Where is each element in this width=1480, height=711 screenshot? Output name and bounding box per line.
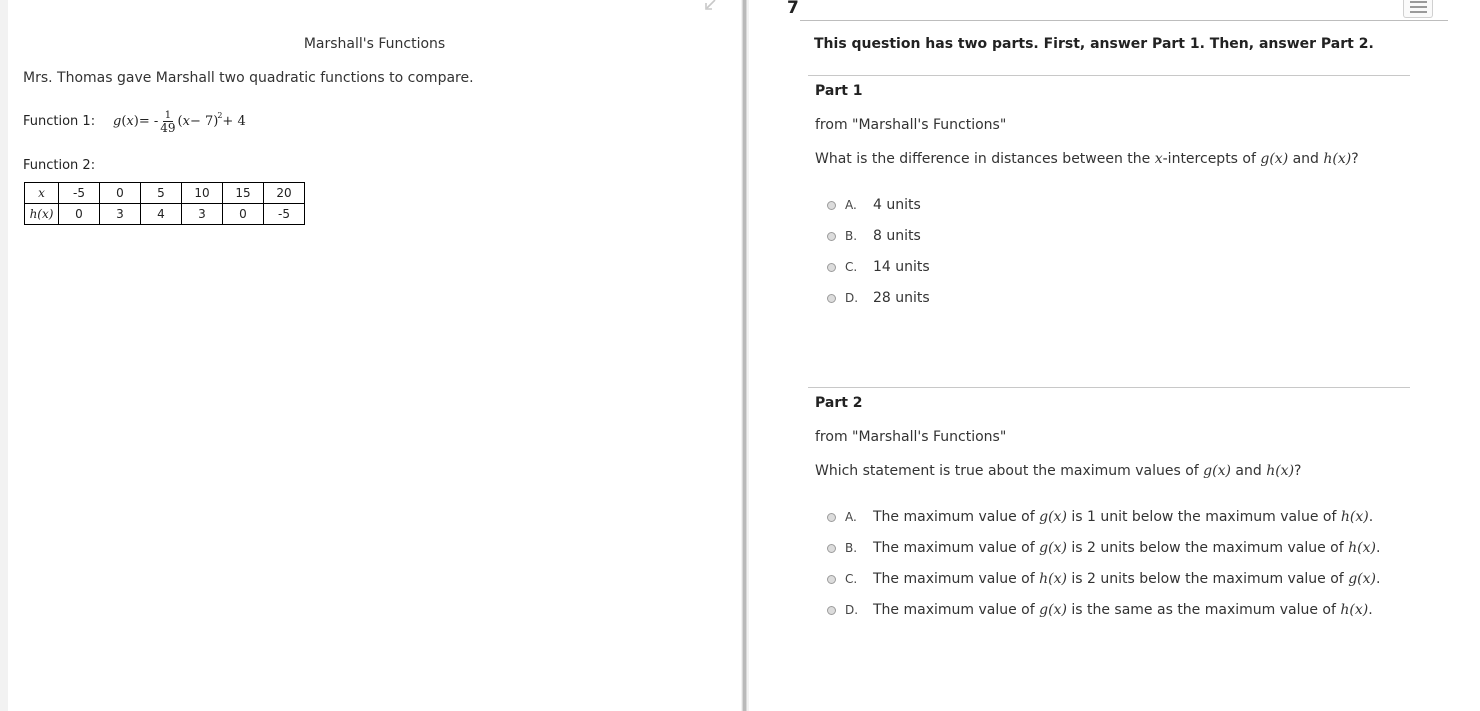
stem-text: ?	[1351, 151, 1359, 167]
radio-button-icon[interactable]	[827, 575, 836, 584]
option-text-part: The maximum value of	[873, 602, 1040, 618]
radio-button-icon[interactable]	[827, 294, 836, 303]
option-letter: A.	[845, 198, 857, 212]
part-2-source: from "Marshall's Functions"	[815, 429, 1007, 445]
option-func: h(x)	[1348, 540, 1376, 556]
stem-text: -intercepts of	[1162, 151, 1261, 167]
fn-equals: = -	[138, 113, 159, 129]
part-1-option-d[interactable]	[827, 289, 930, 307]
table-header-x: x	[25, 183, 59, 204]
stem-text: ?	[1294, 463, 1302, 479]
fraction	[160, 110, 175, 134]
option-text: 4 units	[873, 197, 921, 213]
option-letter: B.	[845, 541, 858, 555]
function-2-label: Function 2:	[23, 158, 96, 173]
stem-text: and	[1230, 463, 1267, 479]
table-cell: 0	[100, 183, 141, 204]
part-2-option-c[interactable]	[827, 570, 1380, 588]
table-cell: 20	[264, 183, 305, 204]
option-text	[873, 540, 1380, 556]
stem-text: What is the difference in distances between the	[815, 151, 1155, 167]
table-cell: 10	[182, 183, 223, 204]
radio-button-icon[interactable]	[827, 544, 836, 553]
option-text: 28 units	[873, 290, 930, 306]
passage-panel	[8, 0, 741, 711]
panel-divider[interactable]	[742, 0, 747, 711]
function-1-label: Function 1:	[23, 113, 96, 129]
function-1	[23, 104, 246, 138]
stem-g: g(x)	[1203, 463, 1231, 479]
part-2-heading: Part 2	[815, 395, 863, 411]
function-2-table	[24, 182, 305, 225]
radio-button-icon[interactable]	[827, 513, 836, 522]
fraction-denominator: 49	[160, 121, 176, 135]
plus-four: + 4	[222, 113, 246, 129]
fn-var: x	[126, 113, 134, 129]
part-1-option-b[interactable]	[827, 227, 921, 245]
option-text	[873, 571, 1380, 587]
part-1-stem	[815, 151, 1359, 167]
table-cell: 0	[223, 204, 264, 225]
part-1-option-c[interactable]	[827, 258, 930, 276]
option-text	[873, 602, 1373, 618]
question-instructions: This question has two parts. First, answer Part 1. Then, answer Part 2.	[814, 36, 1374, 52]
option-text-part: The maximum value of	[873, 571, 1040, 587]
option-func: h(x)	[1340, 509, 1369, 525]
stem-text: Which statement is true about the maximum values of	[815, 463, 1204, 479]
option-text-part: is 2 units below the maximum value of	[1066, 540, 1349, 556]
part-1-option-a[interactable]	[827, 196, 921, 214]
function-1-equation: g ( x ) = - $\frac{1}{49}$ ( x − 7) $^2$ + 4	[113, 110, 246, 135]
fraction-numerator: 1	[164, 110, 172, 121]
part-2-rule	[808, 387, 1410, 388]
radio-button-icon[interactable]	[827, 263, 836, 272]
option-text-part: is the same as the maximum value of	[1066, 602, 1341, 618]
table-cell: 15	[223, 183, 264, 204]
option-text: 8 units	[873, 228, 921, 244]
radio-button-icon[interactable]	[827, 201, 836, 210]
option-letter: C.	[845, 260, 858, 274]
header-rule	[800, 20, 1448, 21]
paren-open: (	[177, 113, 183, 129]
table-cell: 0	[59, 204, 100, 225]
option-text	[873, 509, 1373, 525]
table-cell: -5	[264, 204, 305, 225]
part-2-option-b[interactable]	[827, 539, 1380, 557]
stem-h: h(x)	[1323, 151, 1352, 167]
question-panel	[749, 0, 1480, 711]
option-text-part: The maximum value of	[873, 509, 1040, 525]
option-text-part: .	[1368, 509, 1374, 525]
inner-var: x	[182, 113, 190, 129]
part-1-rule	[808, 75, 1410, 76]
part-2-option-d[interactable]	[827, 601, 1373, 619]
fn-name: g	[113, 113, 122, 129]
option-text-part: is 2 units below the maximum value of	[1066, 571, 1349, 587]
option-letter: C.	[845, 572, 858, 586]
table-cell: -5	[59, 183, 100, 204]
minus-seven: − 7)	[189, 113, 219, 129]
table-header-h: h(x)	[25, 204, 59, 225]
table-cell: 3	[100, 204, 141, 225]
table-row-x	[25, 183, 305, 204]
option-func: g(x)	[1039, 509, 1067, 525]
option-text-part: .	[1368, 602, 1373, 618]
option-letter: D.	[845, 291, 859, 305]
option-func: h(x)	[1039, 571, 1067, 587]
table-row-h	[25, 204, 305, 225]
stem-text: and	[1288, 151, 1324, 167]
option-text-part: The maximum value of	[873, 540, 1040, 556]
part-1-heading: Part 1	[815, 83, 863, 99]
option-letter: A.	[845, 510, 857, 524]
table-cell: 3	[182, 204, 223, 225]
option-letter: D.	[845, 603, 859, 617]
option-letter: B.	[845, 229, 858, 243]
option-func: g(x)	[1039, 602, 1067, 618]
option-text-part: is 1 unit below the maximum value of	[1066, 509, 1341, 525]
option-text-part: .	[1375, 571, 1381, 587]
radio-button-icon[interactable]	[827, 606, 836, 615]
option-text-part: .	[1375, 540, 1381, 556]
stem-var: x	[1154, 151, 1163, 167]
part-2-option-a[interactable]	[827, 508, 1373, 526]
option-func: g(x)	[1348, 571, 1376, 587]
option-func: h(x)	[1340, 602, 1369, 618]
collapse-arrow-icon[interactable]	[703, 0, 719, 12]
table-cell: 4	[141, 204, 182, 225]
part-1-source: from "Marshall's Functions"	[815, 117, 1007, 133]
option-func: g(x)	[1039, 540, 1067, 556]
stem-g: g(x)	[1260, 151, 1289, 167]
exponent: 2	[217, 110, 223, 120]
option-text: 14 units	[873, 259, 930, 275]
question-number: 7	[787, 0, 799, 18]
radio-button-icon[interactable]	[827, 232, 836, 241]
part-2-stem	[815, 463, 1301, 479]
passage-intro: Mrs. Thomas gave Marshall two quadratic functions to compare.	[23, 70, 474, 86]
passage-title: Marshall's Functions	[303, 36, 446, 52]
hamburger-menu-icon[interactable]	[1403, 0, 1433, 18]
stem-h: h(x)	[1266, 463, 1295, 479]
table-cell: 5	[141, 183, 182, 204]
